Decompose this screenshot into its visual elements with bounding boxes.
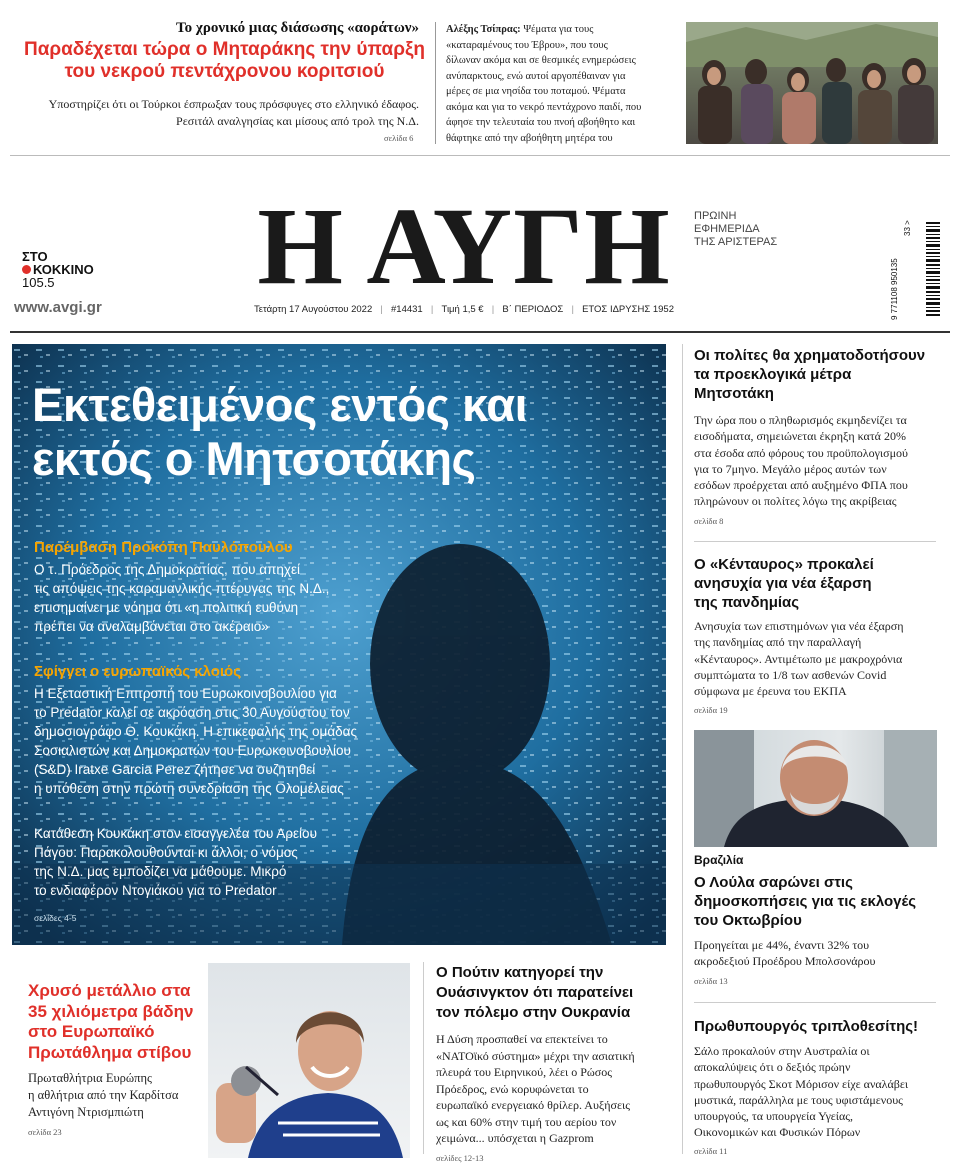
- issue-date: Τετάρτη 17 Αυγούστου 2022: [254, 304, 373, 315]
- hero-sub1: [34, 538, 454, 636]
- art2-title-line3: της πανδημίας: [694, 594, 800, 611]
- top-page-ref: σελίδα 6: [384, 133, 414, 143]
- art4-body-line1: Σάλο προκαλούν στην Αυστραλία οι: [694, 1044, 870, 1058]
- website-link[interactable]: www.avgi.gr: [14, 299, 102, 316]
- masthead-info-bar: Τετάρτη 17 Αυγούστου 2022 | #14431 | Τιμή 1,5 € | Β΄ ΠΕΡΙΟΔΟΣ | ΕΤΟΣ ΙΔΡΥΣΗΣ 1952: [254, 304, 674, 315]
- art1-body-line5: εσόδων προέρχεται από αυξημένο ΦΠΑ που: [694, 478, 908, 493]
- sport-body-line1: Πρωταθλήτρια Ευρώπης: [28, 1071, 152, 1085]
- art4-body-line5: υπουργούς, τα υπουργεία Υγείας,: [694, 1109, 854, 1124]
- hero-sub2-line6: η υπόθεση στην πρώτη συνεδρίαση της Ολομέλειας: [34, 781, 344, 796]
- barcode-suffix: 33 >: [903, 220, 912, 236]
- art2-body-line1: Ανησυχία των επιστημόνων για νέα έξαρση: [694, 619, 904, 633]
- right-rule-1: [694, 541, 936, 542]
- radio-frequency: 105.5: [22, 275, 55, 290]
- art3-body-line2: ακροδεξιού Προέδρου Μπολσονάρου: [694, 954, 876, 969]
- art1-title-line3: Μητσοτάκη: [694, 385, 774, 402]
- art4-title: Πρωθυπουργός τριπλοθεσίτης!: [694, 1018, 919, 1035]
- art4-body-line6: Οικονομικών και Φυσικών Πόρων: [694, 1125, 861, 1140]
- hero-sub3-line3: της Ν.Δ. μας εμποδίζει να μάθουμε. Μικρό: [34, 864, 287, 879]
- art4-body-line3: πρωθυπουργός Σκοτ Μόρισον είχε αναλάβει: [694, 1076, 909, 1091]
- hero-sub1-title: Παρέμβαση Προκόπη Παυλόπουλου: [34, 539, 293, 556]
- hero-sub1-line4: πρέπει να αναλαμβάνεται στο ακέραιο»: [34, 619, 269, 634]
- art3-title-line1: Ο Λούλα σαρώνει στις: [694, 874, 853, 891]
- putin-body-line4: Πρόεδρος, ενώ κορυφώνεται το: [436, 1081, 589, 1096]
- masthead-tagline: [694, 210, 777, 249]
- tagline-line3: ΤΗΣ ΑΡΙΣΤΕΡΑΣ: [694, 236, 778, 248]
- putin-body-line3: πλευρά του Ειρηνικού, λέει ο Ρώσος: [436, 1065, 613, 1079]
- art1-body-line2: εισοδήματα, σημειώνεται έκρηξη κατά 20%: [694, 429, 906, 444]
- top-kicker: Το χρονικό μιας διάσωσης «αοράτων»: [176, 20, 419, 36]
- putin-title-line2: Ουάσινγκτον ότι παρατείνει: [436, 984, 634, 1001]
- right-article-3[interactable]: [694, 853, 942, 986]
- putin-page-ref: σελίδες 12-13: [436, 1152, 484, 1163]
- hero-sub2-title: Σφίγγει ο ευρωπαϊκός κλοιός: [34, 663, 242, 680]
- sport-title-line2: 35 χιλιόμετρα βάδην: [28, 1001, 194, 1021]
- issue-period: Β΄ ΠΕΡΙΟΔΟΣ: [502, 304, 564, 315]
- hero-sub1-line3: επισημαίνει με νόημα ότι «η πολιτική ευθύνη: [34, 600, 299, 615]
- top-headline[interactable]: [22, 39, 427, 83]
- hero-sub3: [34, 824, 454, 900]
- hero-sub2: [34, 662, 464, 798]
- founded-year: ΕΤΟΣ ΙΔΡΥΣΗΣ 1952: [582, 304, 674, 315]
- hero-sub2-line2: το Predator καλεί σε ακρόαση στις 30 Αυγούστου τον: [34, 705, 350, 720]
- top-divider: [435, 22, 436, 144]
- tsipras-line-5: ακόμα και για το νεκρό πεντάχρονο παιδί, που: [446, 101, 642, 113]
- sport-title-line1: Χρυσό μετάλλιο στα: [28, 981, 191, 1000]
- hero-headline-line1: Εκτεθειμένος εντός και: [32, 378, 528, 431]
- hero-sub3-line1: Κατάθεση Κουκάκη στον εισαγγελέα του Αρείου: [34, 826, 317, 841]
- sport-page-ref: σελίδα 23: [28, 1127, 62, 1137]
- issue-number: #14431: [391, 304, 423, 315]
- refugees-photo: [686, 22, 938, 144]
- issue-price: Τιμή 1,5 €: [441, 304, 484, 315]
- hero-sub1-line1: Ο τ. Πρόεδρος της Δημοκρατίας, που απηχεί: [34, 562, 301, 577]
- art2-title-line2: ανησυχία για νέα έξαρση: [694, 575, 872, 592]
- art1-body-line4: για το 7μηνο. Μεγάλο μέρος αυτών των: [694, 461, 887, 476]
- tsipras-line-2: δίλωναν ακόμα και σε θεσμικές ενημερώσεις: [446, 55, 636, 66]
- hero-page-ref: σελίδες 4-5: [34, 913, 77, 923]
- hero-sub2-line5: (S&D) Iratxe Garcia Perez ζήτησε να συζητηθεί: [34, 762, 316, 777]
- art1-body-line6: πληρώνουν οι πολίτες λόγω της ακρίβειας: [694, 494, 897, 509]
- bottom-middle-article[interactable]: [436, 963, 672, 1163]
- hero-sub2-line3: δημοσιογράφο Θ. Κουκάκη. Η επικεφαλής της ομάδας: [34, 724, 357, 739]
- tsipras-speaker: Αλέξης Τσίπρας:: [446, 24, 521, 35]
- art1-title-line1: Οι πολίτες θα χρηματοδοτήσουν: [694, 347, 926, 364]
- art4-body-line2: αποκαλύψεις ότι ο δεξιός πρώην: [694, 1060, 851, 1075]
- hero-sub3-line2: Πάγου: Παρακολουθούνται κι άλλοι, ο νόμος: [34, 845, 298, 860]
- barcode: [906, 222, 942, 318]
- bottom-divider: [423, 962, 424, 1154]
- art2-page-ref: σελίδα 19: [694, 705, 728, 716]
- right-article-4[interactable]: [694, 1017, 944, 1156]
- putin-title-line3: τον πόλεμο στην Ουκρανία: [436, 1004, 631, 1021]
- top-body: [14, 96, 419, 130]
- putin-body-line7: χειμώνα... υπόσχεται η Gazprom: [436, 1131, 594, 1145]
- art2-body-line3: «Κένταυρος». Αντιμέτωπο με μακροχρόνια: [694, 651, 903, 666]
- art2-title-line1: Ο «Κένταυρος» προκαλεί: [694, 556, 874, 573]
- hero-headline-line2: εκτός ο Μητσοτάκης: [32, 432, 476, 485]
- top-headline-line2: του νεκρού πεντάχρονου κοριτσιού: [64, 61, 385, 82]
- barcode-number: 9 771108 950135: [890, 258, 899, 320]
- art3-title-line3: του Οκτωβρίου: [694, 912, 802, 929]
- tsipras-quote: [446, 22, 682, 146]
- hero-sub3-line4: το ενδιαφέρον Ντογιάκου για το Predator: [34, 883, 277, 898]
- sport-title-line4: Πρωτάθλημα στίβου: [28, 1042, 192, 1062]
- sport-title-line3: στο Ευρωπαϊκό: [28, 1022, 155, 1041]
- art4-page-ref: σελίδα 11: [694, 1145, 728, 1156]
- putin-body-line2: «ΝΑΤΟϊκό σύστημα» μέχρι την ασιατική: [436, 1048, 635, 1063]
- radio-line2: ΚΟΚΚΙΝΟ: [33, 262, 94, 277]
- art3-page-ref: σελίδα 13: [694, 975, 728, 986]
- art1-body-line1: Την ώρα που ο πληθωρισμός εκμηδενίζει τα: [694, 413, 907, 427]
- tsipras-line-1: «καταραμένους του Έβρου», που τους: [446, 39, 608, 51]
- tsipras-line-0: Ψέματα για τους: [523, 24, 594, 35]
- lula-photo: [694, 730, 937, 847]
- top-body-line2: Ρεσιτάλ αναλγησίας και μίσους από τρολ της Ν.Δ.: [176, 114, 419, 128]
- masthead-rule: [10, 331, 950, 333]
- right-article-2[interactable]: [694, 555, 942, 715]
- art2-body-line2: της πανδημίας από την παραλλαγή: [694, 635, 862, 650]
- right-col-divider: [682, 344, 683, 1154]
- putin-body-line5: ευρωπαϊκό ενεργειακό θρίλερ. Αυξήσεις: [436, 1098, 631, 1112]
- art1-page-ref: σελίδα 8: [694, 515, 724, 526]
- putin-body-line6: ως και 60% στην τιμή του αερίου τον: [436, 1114, 617, 1129]
- athlete-photo: [208, 963, 410, 1158]
- radio-logo[interactable]: [22, 250, 94, 289]
- radio-line1: ΣΤΟ: [22, 249, 48, 264]
- art3-body-line1: Προηγείται με 44%, έναντι 32% του: [694, 938, 870, 952]
- top-body-line1: Υποστηρίζει ότι οι Τούρκοι έσπρωξαν τους πρόσφυγες στο ελληνικό έδαφος.: [48, 97, 419, 111]
- sport-body-line2: η αθλήτρια από την Καρδίτσα: [28, 1088, 179, 1102]
- right-article-1[interactable]: [694, 346, 942, 526]
- art3-kicker: Βραζιλία: [694, 853, 744, 867]
- art2-body-line4: συμπτώματα το 1/8 των ασθενών Covid: [694, 667, 887, 682]
- tsipras-line-3: ανύπαρκτους, ενώ αυτοί αργοπέθαιναν για: [446, 70, 626, 82]
- top-strip-rule: [10, 155, 950, 156]
- hero-sub2-line4: Σοσιαλιστών και Δημοκρατών του Ευρωκοινοβουλίου: [34, 743, 351, 758]
- bottom-left-article[interactable]: [28, 981, 218, 1137]
- right-rule-2: [694, 1002, 936, 1003]
- tsipras-line-7: θάφτηκε από την αβοήθητη μητέρα του: [446, 132, 613, 144]
- hero-headline[interactable]: [32, 378, 662, 486]
- putin-body-line1: Η Δύση προσπαθεί να επεκτείνει το: [436, 1032, 608, 1046]
- hero-sub2-line1: Η Εξεταστική Επιτροπή του Ευρωκοινοβουλίου για: [34, 686, 337, 701]
- sport-body-line3: Αντιγόνη Ντρισμπιώτη: [28, 1105, 144, 1119]
- tsipras-line-6: άφησε την τελευταία του πνοή αβοήθητο και: [446, 117, 636, 128]
- masthead-title: Η ΑΥΓΗ: [257, 185, 671, 307]
- radio-dot-icon: [22, 265, 31, 274]
- putin-title-line1: Ο Πούτιν κατηγορεί την: [436, 964, 604, 981]
- tagline-line1: ΠΡΩΙΝΗ: [694, 210, 737, 222]
- art3-title-line2: δημοσκοπήσεις για τις εκλογές: [694, 893, 917, 910]
- art1-title-line2: τα προεκλογικά μέτρα: [694, 366, 852, 383]
- hero-sub1-line2: τις απόψεις της καραμανλικής πτέρυγας της Ν.Δ.,: [34, 581, 330, 596]
- art4-body-line4: μυστικά, παράλληλα με τους υφιστάμενους: [694, 1092, 903, 1107]
- art1-body-line3: στα έσοδα από φόρους του προϋπολογισμού: [694, 445, 908, 460]
- top-headline-line1: Παραδέχεται τώρα ο Μηταράκης την ύπαρξη: [23, 39, 426, 60]
- tagline-line2: ΕΦΗΜΕΡΙΔΑ: [694, 223, 760, 235]
- art2-body-line5: σύμφωνα με έρευνα του ΕΚΠΑ: [694, 684, 847, 699]
- tsipras-line-4: μέρες σε μια νησίδα του ποταμού. Ψέματα: [446, 86, 626, 97]
